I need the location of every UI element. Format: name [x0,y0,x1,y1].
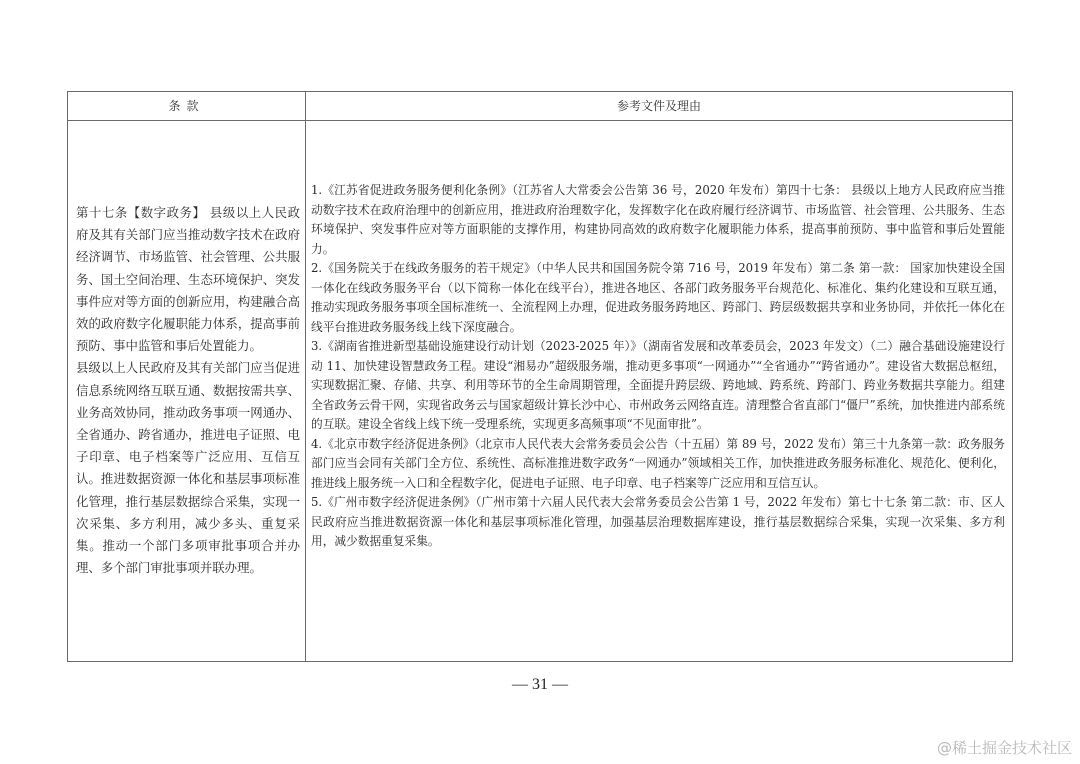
header-clause: 条款 [168,99,205,113]
reference-item: 3.《湖南省推进新型基础设施建设行动计划（2023-2025 年）》（湖南省发展和改革委员会，2023 年发文）（二）融合基础设施建设行动 11、加快建设智慧政务工程。建设“湘易办”超级服务端，推动更多事项“一网通办”“全省通办”“跨省通办”。建设省大数据总枢纽，实现数据汇聚、存储、共享、利用等环节的全生命周期管理，全面提升跨层级、跨地域、跨系统、跨部门、跨业务数据共享能力。组建全省政务云骨干网，实现省政务云与国家超级计算长沙中心、市州政务云网络直连。清理整合省直部门“僵尸”系统，加快推进内部系统的互联。建设全省线上线下统一受理系统，实现更多高频事项“不见面审批”。 [311,339,1005,431]
reference-item: 2.《国务院关于在线政务服务的若干规定》（中华人民共和国国务院令第 716 号，2019 年发布）第二条 第一款： 国家加快建设全国一体化在线政务服务平台（以下简称一体化在线平台），推进各地区、各部门政务服务平台规范化、标准化、集约化建设和互联互通，推动实现政务服务事项全国标准统一、全流程网上办理，促进政务服务跨地区、跨部门、跨层级数据共享和业务协同，并依托一体化在线平台推进政务服务线上线下深度融合。 [311,261,1005,334]
clause-paragraph: 第十七条【数字政务】 县级以上人民政府及其有关部门应当推动数字技术在政府经济调节、市场监管、社会管理、公共服务、国土空间治理、生态环境保护、突发事件应对等方面的创新应用，构建融合高效的政府数字化履职能力体系，提高事前预防、事中监管和事后处置能力。 [76,205,300,354]
reference-item: 5.《广州市数字经济促进条例》（广州市第十六届人民代表大会常务委员会公告第 1 号，2022 年发布）第七十七条 第二款：市、区人民政府应当推进数据资源一体化和基层事项标准化管理，加强基层治理数据库建设，推行基层数据综合采集，实现一次采集、多方利用，减少数据重复采集。 [311,495,1005,548]
page-number: — 31 — [512,676,568,693]
header-references: 参考文件及理由 [616,99,701,113]
clause-cell [76,202,300,579]
clause-reference-table [67,91,1013,662]
column-divider [305,92,306,661]
clause-paragraph: 县级以上人民政府及其有关部门应当促进信息系统网络互联互通、数据按需共享、业务高效协同，推动政务事项一网通办、全省通办、跨省通办，推进电子证照、电子印章、电子档案等广泛应用、互信互认。推进数据资源一体化和基层事项标准化管理，推行基层数据综合采集，实现一次采集、多方利用，减少多头、重复采集。推动一个部门多项审批事项合并办理、多个部门审批事项并联办理。 [76,360,300,576]
references-cell [311,181,1005,552]
table-header-row [68,92,1012,121]
reference-item: 4.《北京市数字经济促进条例》（北京市人民代表大会常务委员会公告（十五届）第 89 号，2022 发布）第三十九条第一款：政务服务部门应当会同有关部门全方位、系统性、高标准推进数字政务“一网通办”领域相关工作，加快推进政务服务标准化、规范化、便利化，推进线上服务统一入口和全程数字化，促进电子证照、电子印章、电子档案等广泛应用和互信互认。 [311,436,1005,490]
watermark: @稀土掘金技术社区 [936,739,1072,757]
reference-item: 1.《江苏省促进政务服务便利化条例》（江苏省人大常委会公告第 36 号，2020 年发布）第四十七条： 县级以上地方人民政府应当推动数字技术在政府治理中的创新应用，推进政府治理数字化，发挥数字化在政府履行经济调节、市场监管、社会管理、公共服务、生态环境保护、突发事件应对等方面职能的支撑作用，构建协同高效的政府数字化履职能力体系，提高事前预防、事中监管和事后处置能力。 [311,183,1005,256]
